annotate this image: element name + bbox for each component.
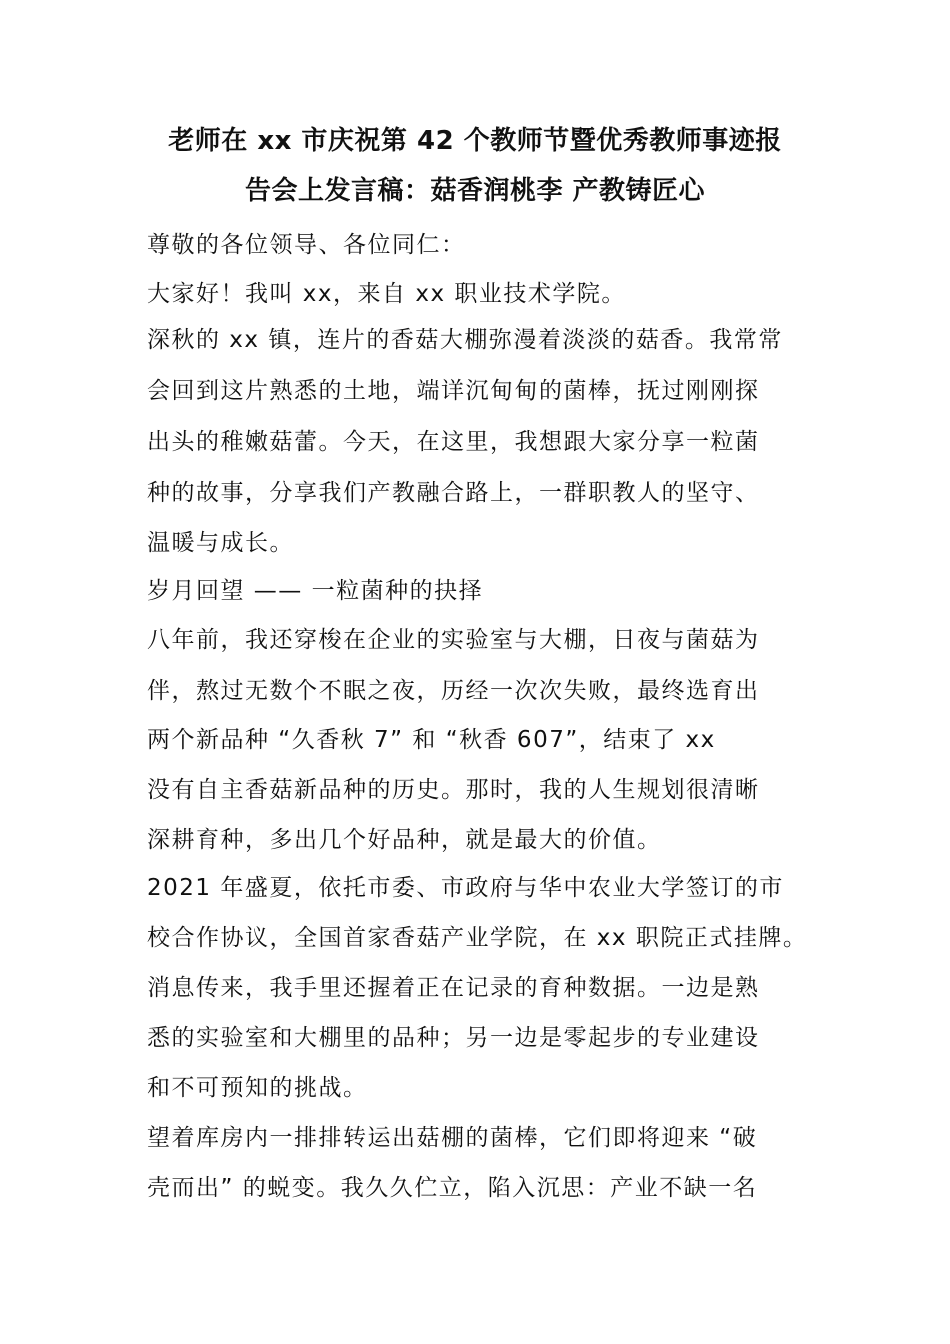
document-title-line-2: 告会上发言稿：菇香润桃李 产教铸匠心	[244, 176, 706, 206]
body-line: 消息传来，我手里还握着正在记录的育种数据。一边是熟	[147, 975, 760, 1001]
body-line: 和不可预知的挑战。	[147, 1075, 368, 1101]
body-line: 八年前，我还穿梭在企业的实验室与大棚，日夜与菌菇为	[147, 627, 760, 653]
body-line: 深耕育种，多出几个好品种，就是最大的价值。	[147, 827, 662, 853]
body-line: 校合作协议，全国首家香菇产业学院，在 xx 职院正式挂牌。	[147, 925, 808, 951]
greeting: 大家好！我叫 xx，来自 xx 职业技术学院。	[147, 281, 626, 307]
body-line: 深秋的 xx 镇，连片的香菇大棚弥漫着淡淡的菇香。我常常	[147, 327, 783, 353]
body-line: 没有自主香菇新品种的历史。那时，我的人生规划很清晰	[147, 777, 760, 803]
body-line: 温暖与成长。	[147, 530, 294, 556]
document-title-line-1: 老师在 xx 市庆祝第 42 个教师节暨优秀教师事迹报	[168, 126, 782, 156]
body-line: 种的故事，分享我们产教融合路上，一群职教人的坚守、	[147, 480, 760, 506]
body-line: 伴，熬过无数个不眠之夜，历经一次次失败，最终选育出	[147, 678, 760, 704]
body-line: 2021 年盛夏，依托市委、市政府与华中农业大学签订的市	[147, 875, 784, 901]
section-heading: 岁月回望 —— 一粒菌种的抉择	[147, 578, 484, 604]
body-line: 壳而出” 的蜕变。我久久伫立，陷入沉思：产业不缺一名	[147, 1175, 758, 1201]
body-line: 悉的实验室和大棚里的品种；另一边是零起步的专业建设	[147, 1025, 760, 1051]
body-line: 出头的稚嫩菇蕾。今天，在这里，我想跟大家分享一粒菌	[147, 429, 760, 455]
salutation: 尊敬的各位领导、各位同仁：	[147, 232, 466, 258]
body-line: 望着库房内一排排转运出菇棚的菌棒，它们即将迎来 “破	[147, 1125, 758, 1151]
body-line: 会回到这片熟悉的土地，端详沉甸甸的菌棒，抚过刚刚探	[147, 378, 760, 404]
body-line: 两个新品种 “久香秋 7” 和 “秋香 607”，结束了 xx	[147, 727, 716, 753]
